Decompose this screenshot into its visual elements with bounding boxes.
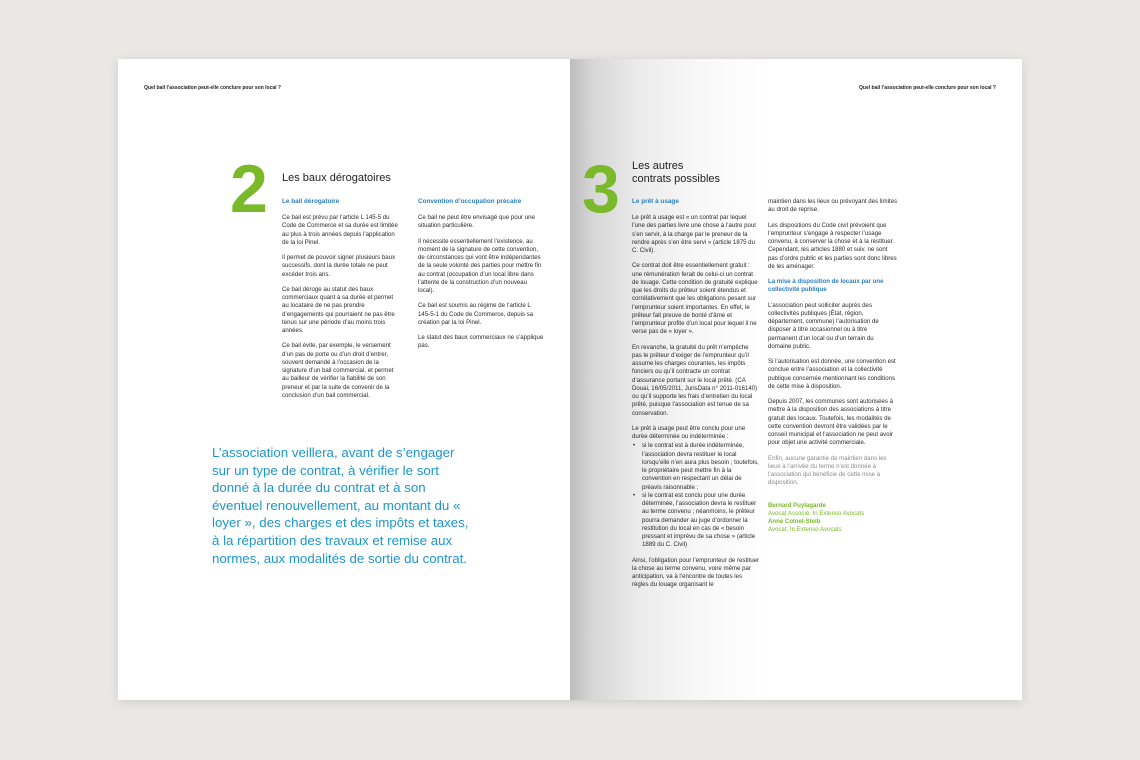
heading-pret-a-usage: Le prêt à usage [632,198,679,205]
signature-name-2: Anne Colnel-Steib [768,518,821,525]
paragraph: Le prêt à usage est « un contrat par lequel l’une des parties livre une chose à l’autre pour s’en servir, à la charge par le preneur de la rendre après s’en être servi » (article 1875 du C. Civil). [632,214,757,254]
paragraph: Ce bail évite, par exemple, le versement d’un pas de porte ou d’un droit d’entrer, souvent demandé à l’occasion de la signature d’un bail commercial, et permet au bailleur de vérifier la fiabilité de son preneur et par la suite de convenir de la conclusion d’un bail commercial. [282,342,394,399]
section-title-other-contracts [632,160,720,186]
title-line-2: contrats possibles [632,173,721,185]
right-page [570,59,1022,700]
running-head-right: Quel bail l’association peut-elle conclure pour son local ? [859,85,996,91]
paragraph: Ainsi, l’obligation pour l’emprunteur de restituer la chose au terme convenu, voire même par anticipation, va à l’encontre de toutes les règles du louage organisant le [632,556,760,589]
signature-role-1: Avocat Associé, In Extenso Avocats [768,509,865,517]
section-title-derogatory-leases: Les baux dérogatoires [282,172,391,184]
paragraph: Ce bail ne peut être envisagé que pour une situation particulière. [418,214,535,230]
column-convention-occupation [418,214,544,358]
paragraph: Enfin, aucune garantie de maintien dans les lieux à l’arrivée du terme n’est donnée à l’association qui bénéficie de cette mise à disposition. [768,454,887,487]
list-item: • si le contrat est conclu pour une durée déterminée, l’association devra le restituer au terme convenu ; néanmoins, le prêteur pourra demander au juge d’ordonner la restitution du local en cas de « besoin pressant et imprévu de sa chose » (article 1889 du C. Civil) [640,492,760,550]
pull-quote: L’association veillera, avant de s’engager sur un type de contrat, à vérifier le sort donné à la durée du contrat et à son éventuel renouvellement, au montant du « loyer », des charges et des impôts et taxes, à la répartition des travaux et remise aux normes, aux modalités de sortie du contrat. [212,445,469,566]
paragraph: Ce bail est prévu par l’article L 145-5 du Code de Commerce et sa durée est limitée au plus à trois années depuis l’application de la loi Pinel. [282,214,398,246]
list-item: • si le contrat est à durée indéterminée, l’association devra restituer le local lorsqu’elle n’en aura plus besoin ; toutefois, le propriétaire peut mettre fin à la convention en respectant un délai de préavis raisonnable ; [640,442,760,492]
left-page [118,59,570,700]
column-mise-a-disposition [768,198,898,535]
running-head-left: Quel bail l’association peut-elle conclure pour son local ? [144,85,281,91]
heading-convention-occupation-precaire: Convention d’occupation précaire [418,198,522,205]
paragraph: maintien dans les lieux ou prévoyant des limites au droit de reprise. [768,198,898,214]
signature-name-1: Bernard Puylagarde [768,501,826,509]
column-pret-a-usage [632,214,760,597]
paragraph: Il nécessite essentiellement l’existence, au moment de la signature de cette convention, de circonstances qui vont être indépendantes de la seule volonté des parties pour mettre fin au contrat (occupation d’un local libre dans l’attente de la construction d’un nouveau local). [418,237,542,294]
paragraph: Il permet de pouvoir signer plusieurs baux successifs, dont la durée totale ne peut excéder trois ans. [282,254,396,278]
section-number-2: 2 [230,151,266,227]
paragraph: Depuis 2007, les communes sont autorisées à mettre à la disposition des associations à titre gratuit des locaux. Toutefois, les modalités de cette convention devront être validées par le conseil municipal et l’association ne peut avoir pour objet une activité commerciale. [768,398,893,447]
signature-block [768,502,898,535]
heading-mise-a-disposition: La mise à disposition de locaux par une collectivité publique [768,278,884,294]
brochure-spread [118,59,1022,700]
paragraph: Les dispositions du Code civil prévoient que l’emprunteur s’engage à respecter l’usage convenu, à conserver la chose et à la restituer. Cependant, les articles 1880 et suiv. ne sont pas d’ordre public et les parties sont donc libres de les aménager. [768,221,897,270]
paragraph: Le prêt à usage peut être conclu pour une durée déterminée ou indéterminée : [632,424,746,440]
signature-role-2: Avocat, In Extenso Avocats [768,526,842,534]
paragraph: Ce contrat doit être essentiellement gratuit : une rémunération ferait de celui-ci un contrat de louage. Cette condition de gratuité explique que les droits du prêteur soient étendus et corrélativement que les obligations pesant sur l’emprunteur soient importantes. En effet, le prêteur fait preuve de bonté d’âme et l’emprunteur profite d’un local pour lequel il ne verse pas de « loyer ». [632,262,758,336]
paragraph: Ce bail déroge au statut des baux commerciaux quant à sa durée et permet au locataire de ne pas prendre d’engagements qui pourraient ne pas être tenus sur une période d’au moins trois années. [282,285,395,334]
title-line-1: Les autres [632,160,684,172]
bullet-list [632,442,760,549]
paragraph: Si l’autorisation est donnée, une convention est conclue entre l’association et la collectivité publique concernée mentionnant les conditions de cette mise à disposition. [768,358,896,390]
section-number-3: 3 [582,151,618,227]
paragraph: Ce bail est soumis au régime de l’article L 145-5-1 du Code de Commerce, depuis sa création par la loi Pinel. [418,302,534,326]
paragraph: L’association peut solliciter auprès des collectivités publiques (État, région, département, commune) l’autorisation de disposer à titre occasionnel ou à titre permanent d’un local ou d’un terrain du domaine public. [768,301,879,350]
heading-bail-derogatoire: Le bail dérogatoire [282,198,340,205]
paragraph: Le statut des baux commerciaux ne s’applique pas. [418,334,544,350]
column-bail-derogatoire [282,214,398,407]
paragraph: En revanche, la gratuité du prêt n’empêche pas le prêteur d’exiger de l’emprunteur qu’il assume les charges courantes, les impôts fonciers ou qu’il contracte un contrat d’assurance portant sur le local prêté. (CA Douai, 16/05/2011, JurisData n° 2011-016140) ou qu’il supporte les frais d’entretien du local prêté, puisque l’association est tenue de sa conservation. [632,343,758,417]
